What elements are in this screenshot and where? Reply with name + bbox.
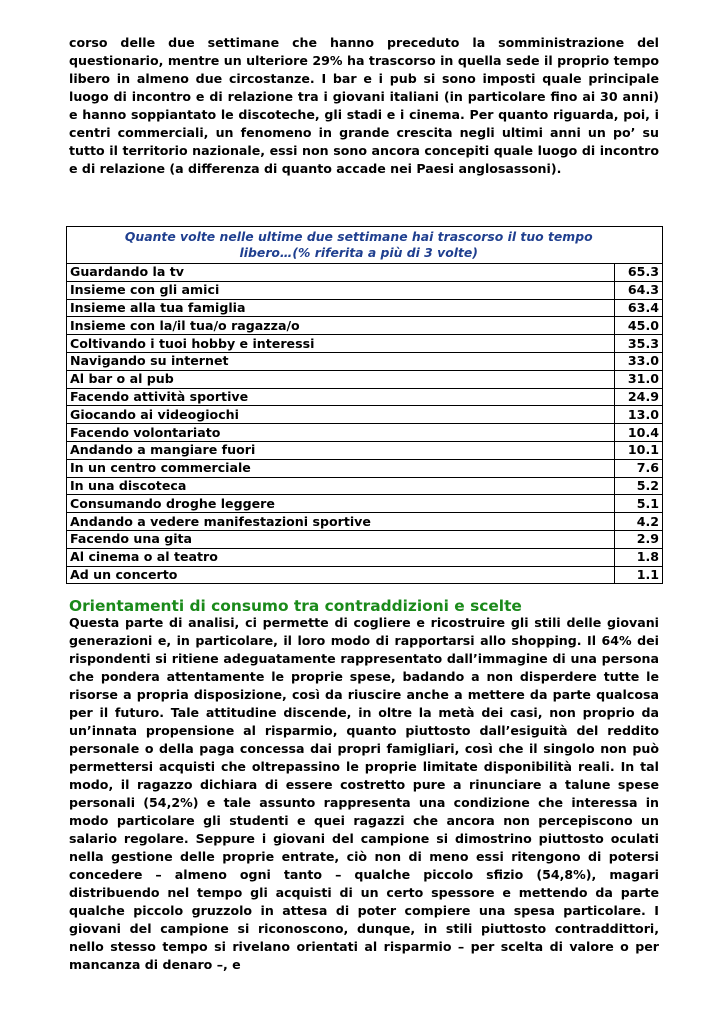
table-row bbox=[67, 388, 663, 406]
row-value: 7.6 bbox=[615, 459, 663, 477]
row-value: 35.3 bbox=[615, 335, 663, 353]
table-row bbox=[67, 513, 663, 531]
row-label: Al cinema o al teatro bbox=[67, 548, 615, 566]
row-label: Andando a vedere manifestazioni sportive bbox=[67, 513, 615, 531]
row-value: 13.0 bbox=[615, 406, 663, 424]
row-label: In un centro commerciale bbox=[67, 459, 615, 477]
table-row bbox=[67, 335, 663, 353]
row-label: Facendo attività sportive bbox=[67, 388, 615, 406]
row-value: 31.0 bbox=[615, 370, 663, 388]
row-label: In una discoteca bbox=[67, 477, 615, 495]
row-value: 10.4 bbox=[615, 424, 663, 442]
table-row bbox=[67, 424, 663, 442]
table-header-row bbox=[67, 227, 663, 264]
row-value: 65.3 bbox=[615, 264, 663, 282]
row-label: Giocando ai videogiochi bbox=[67, 406, 615, 424]
table-row bbox=[67, 530, 663, 548]
table-row bbox=[67, 495, 663, 513]
leisure-time-table bbox=[66, 226, 663, 584]
row-label: Ad un concerto bbox=[67, 566, 615, 584]
row-label: Al bar o al pub bbox=[67, 370, 615, 388]
row-value: 63.4 bbox=[615, 299, 663, 317]
row-label: Insieme alla tua famiglia bbox=[67, 299, 615, 317]
row-value: 45.0 bbox=[615, 317, 663, 335]
row-label: Insieme con la/il tua/o ragazza/o bbox=[67, 317, 615, 335]
row-value: 24.9 bbox=[615, 388, 663, 406]
row-label: Andando a mangiare fuori bbox=[67, 441, 615, 459]
row-value: 1.8 bbox=[615, 548, 663, 566]
row-label: Coltivando i tuoi hobby e interessi bbox=[67, 335, 615, 353]
intro-paragraph: corso delle due settimane che hanno preceduto la somministrazione del questionario, mentre un ulteriore 29% ha trascorso in quella sede il proprio tempo libero in almeno due circostanze. I bar e i pub si sono imposti quale principale luogo di incontro e di relazione tra i giovani italiani (in particolare fino ai 30 anni) e hanno soppiantato le discoteche, gli stadi e i cinema. Per quanto riguarda, poi, i centri commerciali, un fenomeno in grande crescita negli ultimi anni un po’ su tutto il territorio nazionale, essi non sono ancora concepiti quale luogo di incontro e di relazione (a differenza di quanto accade nei Paesi anglosassoni). bbox=[69, 35, 659, 176]
row-label: Facendo volontariato bbox=[67, 424, 615, 442]
table-row bbox=[67, 317, 663, 335]
table-row bbox=[67, 352, 663, 370]
table-row bbox=[67, 264, 663, 282]
row-label: Navigando su internet bbox=[67, 352, 615, 370]
row-label: Guardando la tv bbox=[67, 264, 615, 282]
table-row bbox=[67, 477, 663, 495]
table-row bbox=[67, 548, 663, 566]
row-label: Facendo una gita bbox=[67, 530, 615, 548]
table-header: Quante volte nelle ultime due settimane hai trascorso il tuo tempo libero…(% riferita a più di 3 volte) bbox=[67, 227, 615, 264]
row-value: 1.1 bbox=[615, 566, 663, 584]
row-value: 64.3 bbox=[615, 281, 663, 299]
section-paragraph: Questa parte di analisi, ci permette di cogliere e ricostruire gli stili delle giovani generazioni e, in particolare, il loro modo di rapportarsi allo shopping. Il 64% dei rispondenti si ritiene adeguatamente rappresentato dall’immagine di una persona che pondera attentamente le proprie spese, badando a non disperdere tutte le risorse a propria disposizione, così da riuscire anche a mettere da parte qualcosa per il futuro. Tale attitudine discende, in oltre la metà dei casi, non proprio da un’innata propensione al risparmio, quanto piuttosto dall’esiguità del reddito personale o della paga concessa dai propri famigliari, così che il singolo non può permettersi acquisti che oltrepassino le proprie limitate disponibilità reali. In tal modo, il ragazzo dichiara di essere costretto pure a rinunciare a talune spese personali (54,2%) e tale assunto rappresenta una condizione che interessa in modo particolare gli studenti e quei ragazzi che ancora non percepiscono un salario regolare. Seppure i giovani del campione si dimostrino piuttosto oculati nella gestione delle proprie entrate, ciò non di meno essi ritengono di potersi concedere – almeno ogni tanto – qualche piccolo sfizio (54,8%), magari distribuendo nel tempo gli acquisti di un certo spessore e mettendo da parte qualche piccolo gruzzolo in attesa di poter compiere una spesa particolare. I giovani del campione si riconoscono, dunque, in stili piuttosto contraddittori, nello stesso tempo si rivelano orientati al risparmio – per scelta di valore o per mancanza di denaro –, e bbox=[69, 615, 659, 972]
table-row bbox=[67, 299, 663, 317]
table-header-blank bbox=[615, 227, 663, 264]
table-row bbox=[67, 459, 663, 477]
table-row bbox=[67, 566, 663, 584]
row-value: 10.1 bbox=[615, 441, 663, 459]
row-label: Consumando droghe leggere bbox=[67, 495, 615, 513]
row-value: 4.2 bbox=[615, 513, 663, 531]
table-row bbox=[67, 406, 663, 424]
row-value: 5.1 bbox=[615, 495, 663, 513]
row-value: 2.9 bbox=[615, 530, 663, 548]
row-value: 33.0 bbox=[615, 352, 663, 370]
section-heading: Orientamenti di consumo tra contraddizioni e scelte bbox=[69, 597, 522, 615]
table-row bbox=[67, 281, 663, 299]
row-label: Insieme con gli amici bbox=[67, 281, 615, 299]
table-row bbox=[67, 370, 663, 388]
table-body bbox=[67, 264, 663, 584]
table-row bbox=[67, 441, 663, 459]
row-value: 5.2 bbox=[615, 477, 663, 495]
